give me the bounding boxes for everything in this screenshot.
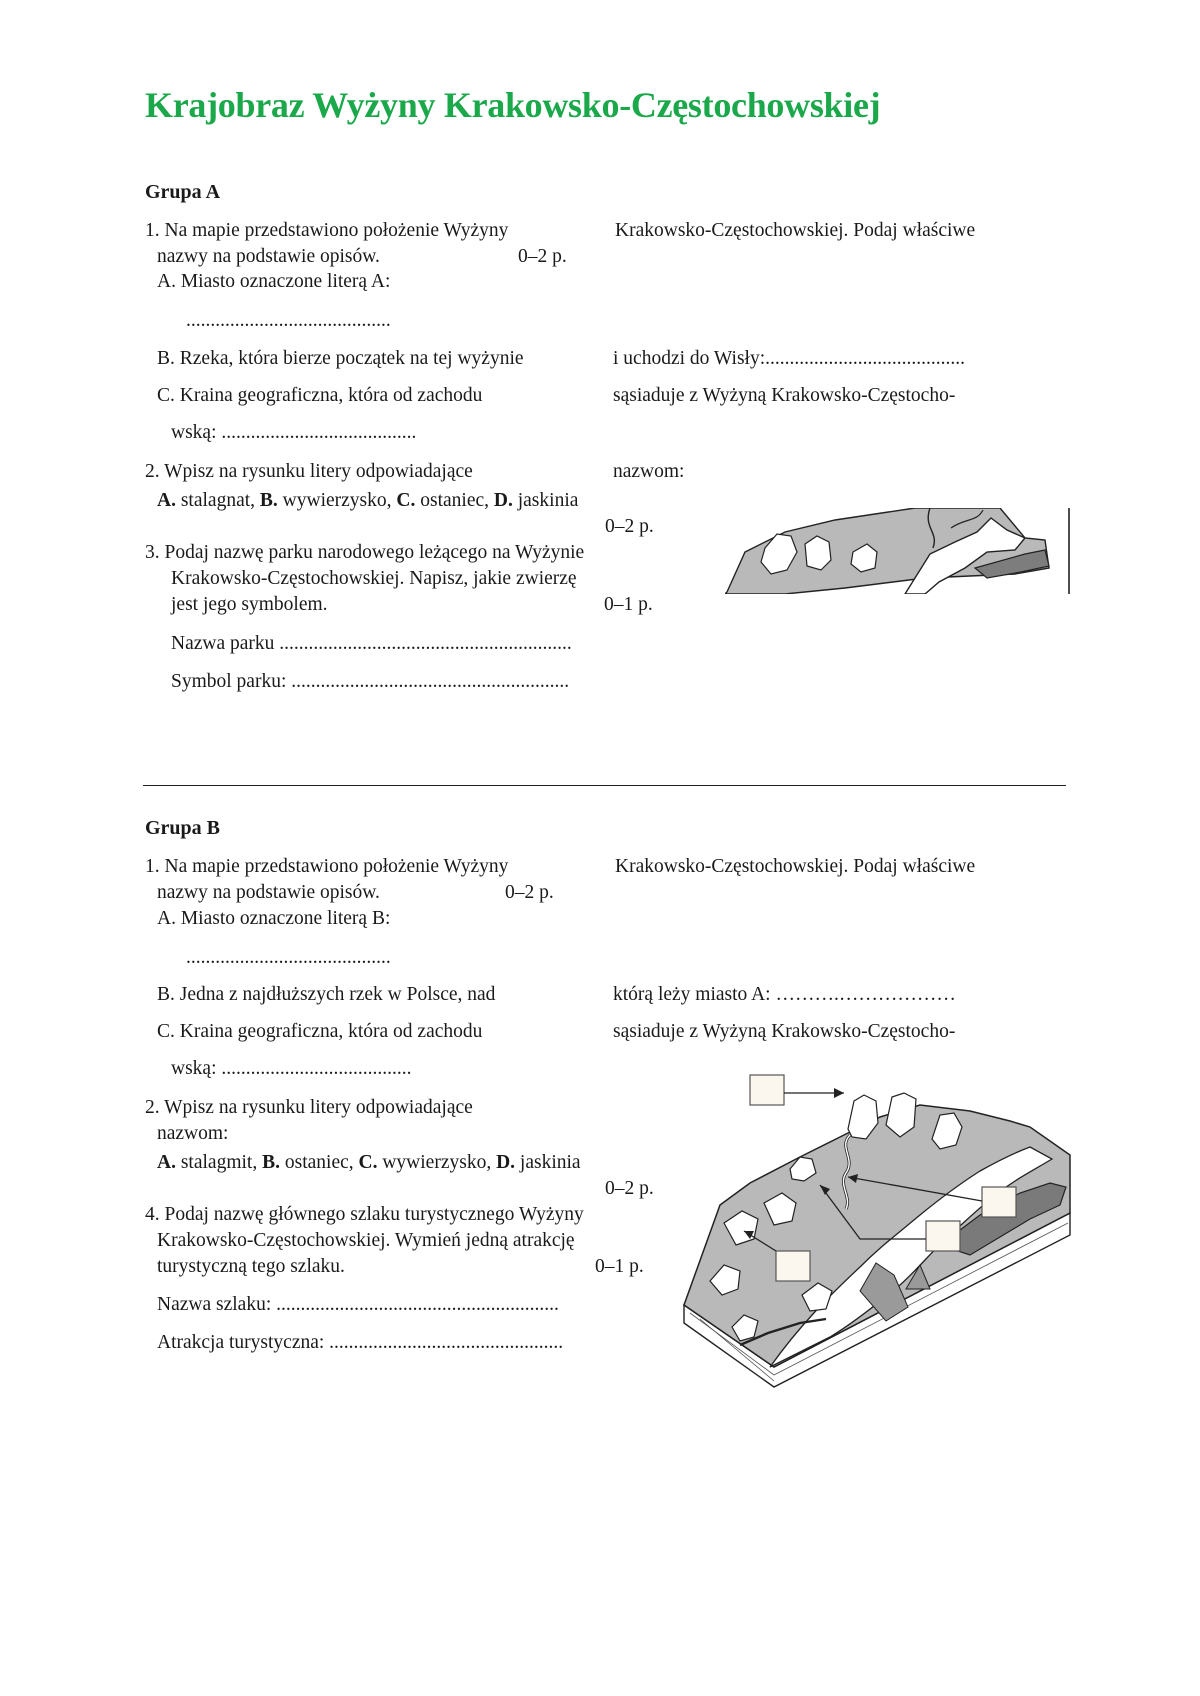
b-q1-a-answer-line[interactable]: .......................................... [186,947,391,968]
a-q1-c-right: sąsiaduje z Wyżyną Krakowsko-Częstocho- [613,385,956,406]
b-q4-line3: turystyczną tego szlaku. [157,1256,345,1277]
group-a-karst-illustration [725,508,1075,594]
a-q1-b-right[interactable]: i uchodzi do Wisły:......................................... [613,348,966,369]
b-q2-line2: nazwom: [157,1123,229,1144]
a-q2-answers: A. stalagnat, B. wywierzysko, C. ostaniec, D. jaskinia [157,490,579,511]
b-q1-line1-left: 1. Na mapie przedstawiono położenie Wyżyny [145,856,509,877]
label-box-3 [926,1221,960,1251]
b-q2-answers: A. stalagmit, B. ostaniec, C. wywierzysko, D. jaskinia [157,1152,581,1173]
a-q1-points: 0–2 p. [518,246,567,267]
label-box-1 [750,1075,784,1105]
a-q3-line2: Krakowsko-Częstochowskiej. Napisz, jakie zwierzę [171,568,577,589]
b-q1-b-left: B. Jedna z najdłuższych rzek w Polsce, nad [157,984,496,1005]
a-q1-c-left: C. Kraina geograficzna, która od zachodu [157,385,483,406]
a-q1-b-left: B. Rzeka, która bierze początek na tej wyżynie [157,348,524,369]
b-q4-line1: 4. Podaj nazwę głównego szlaku turystycznego Wyżyny [145,1204,584,1225]
a-q3-line1: 3. Podaj nazwę parku narodowego leżącego na Wyżynie [145,542,585,563]
label-box-2 [982,1187,1016,1217]
b-q4-points: 0–1 p. [595,1256,644,1277]
label-box-4 [776,1251,810,1281]
b-q1-a-label: A. Miasto oznaczone literą B: [157,908,391,929]
a-q1-line1-left: 1. Na mapie przedstawiono położenie Wyżyny [145,220,509,241]
b-q1-c-answer-line[interactable]: wską: ....................................... [171,1058,412,1079]
b-q1-b-right[interactable]: którą leży miasto A: ……….……………… [613,984,956,1005]
a-q3-symbol-field[interactable]: Symbol parku: ......................................................... [171,671,570,692]
b-q2-points: 0–2 p. [605,1178,654,1199]
a-q3-points: 0–1 p. [604,594,653,615]
a-q2-line1-right: nazwom: [613,461,685,482]
b-q4-line2: Krakowsko-Częstochowskiej. Wymień jedną atrakcję [157,1230,575,1251]
a-q1-a-label: A. Miasto oznaczone literą A: [157,271,391,292]
group-b-karst-block-diagram [680,1075,1110,1395]
a-q1-c-answer-line[interactable]: wską: ........................................ [171,422,417,443]
a-q2-points: 0–2 p. [605,516,654,537]
a-q1-a-answer-line[interactable]: .......................................... [186,310,391,331]
group-divider [143,785,1066,786]
b-q4-trail-field[interactable]: Nazwa szlaku: .......................................................... [157,1294,559,1315]
b-q1-c-right: sąsiaduje z Wyżyną Krakowsko-Częstocho- [613,1021,956,1042]
a-q3-line3: jest jego symbolem. [171,594,328,615]
group-a-heading: Grupa A [145,181,221,203]
b-q1-line1-right: Krakowsko-Częstochowskiej. Podaj właściwe [615,856,976,877]
a-q3-park-field[interactable]: Nazwa parku ............................................................ [171,633,572,654]
b-q4-attraction-field[interactable]: Atrakcja turystyczna: ................................................ [157,1332,564,1353]
page-title: Krajobraz Wyżyny Krakowsko-Częstochowskiej [145,85,881,125]
b-q1-c-left: C. Kraina geograficzna, która od zachodu [157,1021,483,1042]
a-q2-line1-left: 2. Wpisz na rysunku litery odpowiadające [145,461,473,482]
b-q2-line1: 2. Wpisz na rysunku litery odpowiadające [145,1097,473,1118]
a-q1-line1-right: Krakowsko-Częstochowskiej. Podaj właściwe [615,220,976,241]
b-q1-points: 0–2 p. [505,882,554,903]
group-b-heading: Grupa B [145,817,221,839]
a-q1-line2: nazwy na podstawie opisów. [157,246,380,267]
b-q1-line2: nazwy na podstawie opisów. [157,882,380,903]
